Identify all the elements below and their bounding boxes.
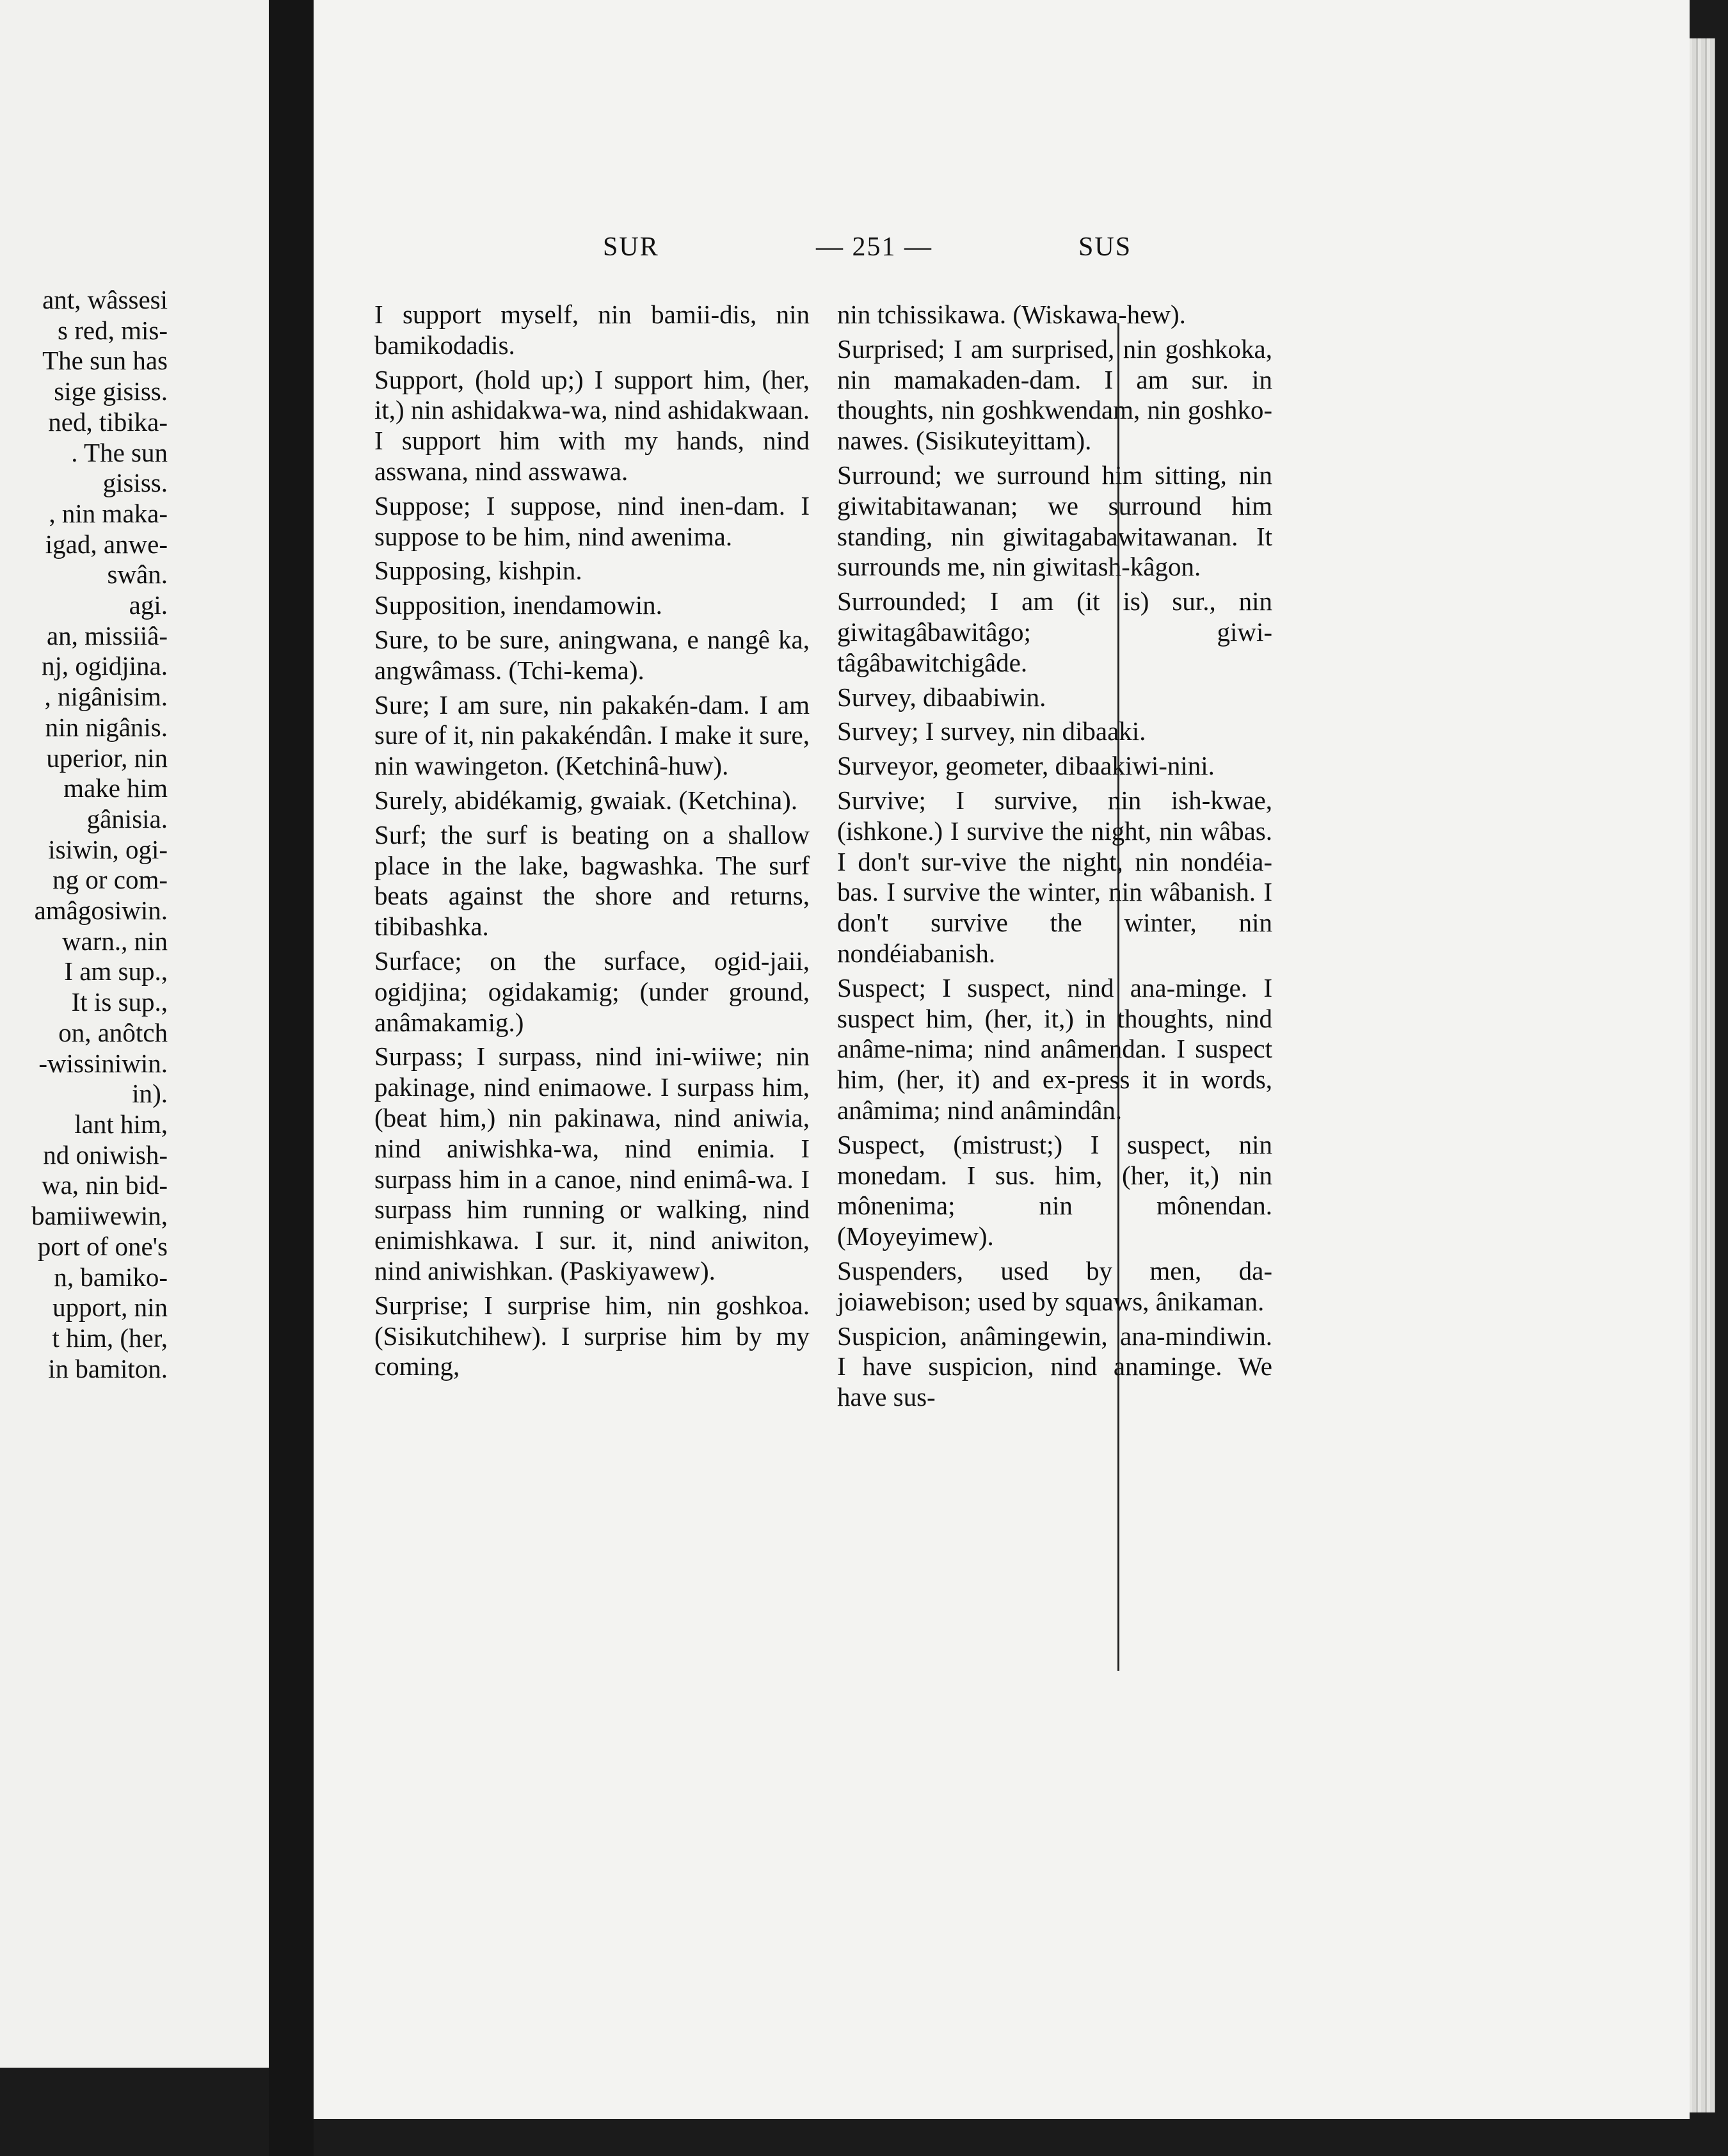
left-fragment-line: swân. (107, 559, 168, 590)
left-fragment-line: an, missiiâ- (46, 620, 168, 650)
left-fragment-line: ng or com- (52, 865, 168, 895)
left-fragment-line: nd oniwish- (43, 1139, 168, 1170)
left-fragment-line: The sun has (42, 346, 168, 376)
left-page-text-fragment (0, 285, 174, 1384)
left-fragment-line: upport, nin (52, 1292, 168, 1323)
column-right (837, 300, 1272, 1413)
entry-surrounded: Surrounded; I am (it is) sur., nin giwitagâbawitâgo; giwi-tâgâbawitchigâde. (837, 586, 1272, 677)
left-fragment-line: It is sup., (71, 987, 168, 1017)
entry-sure-i-am: Sure; I am sure, nin pakakén-dam. I am sure of it, nin pakakéndân. I make it sure, nin wawingeton. (Ketchinâ-huw). (374, 689, 810, 781)
left-fragment-line: warn., nin (61, 926, 168, 956)
left-fragment-line: I am sup., (64, 956, 168, 986)
entry-survey: Survey, dibaabiwin. (837, 682, 1046, 712)
left-fragment-line: isiwin, ogi- (48, 834, 168, 864)
left-fragment-line: nj, ogidjina. (41, 651, 168, 681)
left-fragment-line: amâgosiwin. (34, 896, 168, 926)
left-fragment-line: t him, (her, (52, 1323, 168, 1353)
left-fragment-line: uperior, nin (46, 743, 168, 773)
left-fragment-line: -wissiniwin. (38, 1048, 168, 1078)
left-fragment-line: , nin maka- (49, 498, 168, 528)
entry-surely: Surely, abidékamig, gwaiak. (Ketchina). (374, 785, 798, 815)
left-fragment-line: on, anôtch (58, 1017, 168, 1047)
left-fragment-line: s red, mis- (58, 315, 168, 345)
entry-surpass: Surpass; I surpass, nind ini-wiiwe; nin pakinage, nind enimaowe. I surpass him, (beat him,) nin pakinawa, nind aniwia, nind aniwishka-wa, nind enimia. I surpass him in a canoe, nind enimâ-wa. I surpass him running or walking, nind enimishkawa. I sur. it, nind aniwiton, nind aniwishkan. (Paskiyawew). (374, 1042, 810, 1285)
running-head-left: SUR (603, 232, 659, 262)
entry-suspect-mistrust: Suspect, (mistrust;) I suspect, nin monedam. I sus. him, (her, it,) nin mônenima; nin mônendan. (Moyeyimew). (837, 1129, 1272, 1251)
left-page (0, 0, 269, 2068)
left-fragment-line: igad, anwe- (45, 529, 168, 559)
left-fragment-line: port of one's (37, 1231, 168, 1261)
entry-support: Support, (hold up;) I support him, (her, it,) nin ashidakwa-wa, nind ashidakwaan. I support him with my hands, nind asswana, nind asswawa. (374, 364, 810, 486)
left-fragment-line: sige gisiss. (54, 376, 168, 406)
left-fragment-line: ant, wâssesi (42, 285, 168, 314)
left-fragment-line: make him (63, 773, 168, 803)
entry-surround: Surround; we surround him sitting, nin giwitabitawanan; we surround him standing, nin giwitagabawitawanan. It surrounds me, nin giwitash-kâgon. (837, 460, 1272, 582)
entry-suspect: Suspect; I suspect, nind ana-minge. I suspect him, (her, it,) in thoughts, nind anâme-nima; nind anâmendan. I suspect him, (her, it) and ex-press it in words, anâmima; nind anâmindân. (837, 972, 1272, 1125)
left-fragment-line: ned, tibika- (48, 406, 168, 437)
left-fragment-line: wa, nin bid- (42, 1170, 168, 1200)
entry-surprise: Surprise; I surprise him, nin goshkoa. (Sisikutchihew). I surprise him by my coming, (374, 1290, 810, 1381)
entry-supposition: Supposition, inendamowin. (374, 590, 662, 620)
dictionary-page (314, 0, 1690, 2119)
left-fragment-line: lant him, (74, 1109, 168, 1139)
entry-sure: Sure, to be sure, aningwana, e nangê ka, angwâmass. (Tchi-kema). (374, 624, 810, 685)
entry-surprise-cont: nin tchissikawa. (Wiskawa-hew). (837, 300, 1186, 329)
entry-suspenders: Suspenders, used by men, da-joiawebison; used by squaws, ânikaman. (837, 1255, 1272, 1316)
entry-suspicion: Suspicion, anâmingewin, ana-mindiwin. I have suspicion, nind anaminge. We have sus- (837, 1321, 1272, 1412)
entry-surface: Surface; on the surface, ogid-jaii, ogidjina; ogidakamig; (under ground, anâmakamig.) (374, 945, 810, 1037)
entry-supposing: Supposing, kishpin. (374, 556, 582, 586)
left-fragment-line: gisiss. (102, 468, 168, 498)
entry-support-myself: I support myself, nin bamii-dis, nin bamikodadis. (374, 300, 810, 360)
book-gutter (269, 0, 314, 2156)
entry-survey-verb: Survey; I survey, nin dibaaki. (837, 716, 1146, 746)
left-fragment-line: , nigânisim. (44, 682, 168, 712)
left-fragment-line: gânisia. (86, 803, 168, 833)
entry-survive: Survive; I survive, nin ish-kwae, (ishkone.) I survive the night, nin wâbas. I don't sur-vive the night, nin nondéia-bas. I survive the winter, nin wâbanish. I don't survive the winter, nin nondéiabanish. (837, 785, 1272, 968)
running-head-right: SUS (1078, 232, 1132, 262)
entry-surf: Surf; the surf is beating on a shallow place in the lake, bagwashka. The surf beats against the shore and returns, tibibashka. (374, 819, 810, 942)
column-left (374, 300, 810, 1382)
left-fragment-line: in). (132, 1079, 168, 1109)
entry-suppose: Suppose; I suppose, nind inen-dam. I suppose to be him, nind awenima. (374, 490, 810, 551)
left-fragment-line: in bamiton. (48, 1353, 168, 1383)
entry-surprised: Surprised; I am surprised, nin goshkoka, nin mamakaden-dam. I am sur. in thoughts, nin goshkwendam, nin goshko-nawes. (Sisikuteyittam). (837, 334, 1272, 456)
left-fragment-line: . The sun (71, 437, 168, 467)
left-fragment-line: agi. (129, 590, 168, 620)
left-fragment-line: n, bamiko- (54, 1262, 168, 1292)
left-fragment-line: bamiiwewin, (31, 1201, 168, 1231)
page-number: — 251 — (816, 232, 932, 262)
entry-surveyor: Surveyor, geometer, dibaakiwi-nini. (837, 751, 1215, 781)
left-fragment-line: nin nigânis. (45, 712, 168, 742)
